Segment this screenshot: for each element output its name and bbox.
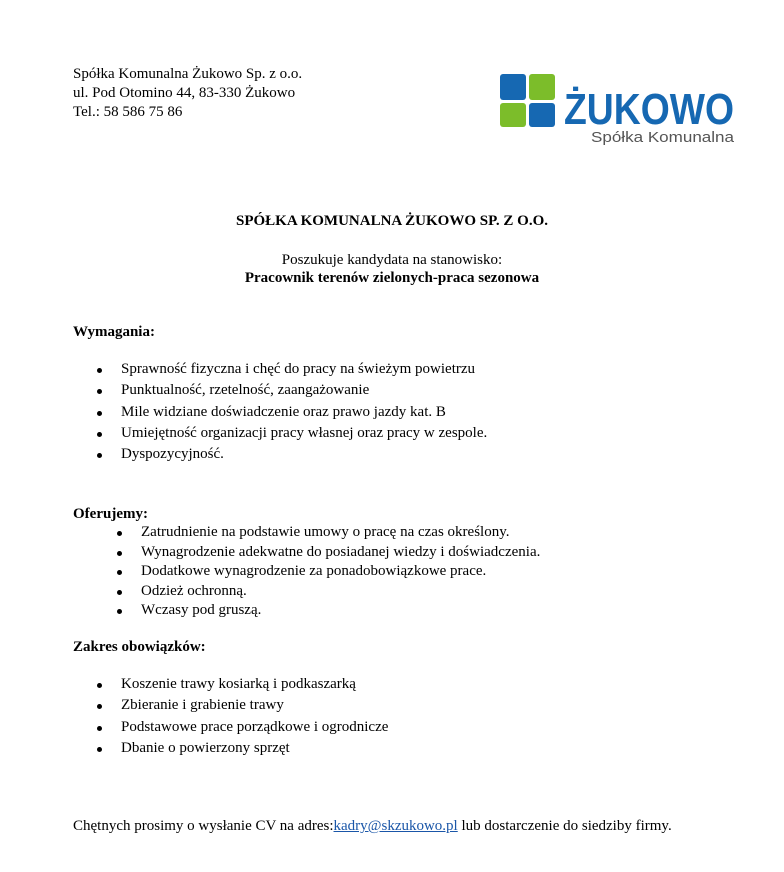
- list-item: Odzież ochronną.: [141, 582, 540, 602]
- list-item: Mile widziane doświadczenie oraz prawo jazdy kat. B: [121, 403, 487, 424]
- logo-tile-top-right: [529, 74, 555, 100]
- logo-tile-bottom-right: [529, 103, 555, 127]
- application-instructions: [73, 817, 672, 837]
- list-item: Sprawność fizyczna i chęć do pracy na świeżym powietrzu: [121, 360, 487, 381]
- zukowo-logo: [494, 64, 738, 152]
- logo-tile-top-left: [500, 74, 526, 100]
- company-address: [73, 65, 302, 122]
- list-item: Umiejętność organizacji pracy własnej oraz pracy w zespole.: [121, 424, 487, 445]
- address-line-street: ul. Pod Otomino 44, 83-330 Żukowo: [73, 85, 296, 101]
- logo-subtitle: Spółka Komunalna: [591, 129, 735, 146]
- list-item: Dodatkowe wynagrodzenie za ponadobowiązkowe prace.: [141, 562, 540, 582]
- requirements-heading: Wymagania:: [73, 324, 155, 340]
- position-name: Pracownik terenów zielonych-praca sezonowa: [244, 270, 540, 286]
- list-item: Zatrudnienie na podstawie umowy o pracę na czas określony.: [141, 523, 540, 543]
- logo-wordmark: ŻUKOWO: [564, 85, 734, 134]
- requirements-list: [121, 360, 487, 466]
- logo-tile-bottom-left: [500, 103, 526, 127]
- list-item: Dbanie o powierzony sprzęt: [121, 739, 388, 760]
- list-item: Podstawowe prace porządkowe i ogrodnicze: [121, 718, 388, 739]
- address-line-phone: Tel.: 58 586 75 86: [73, 104, 183, 120]
- zukowo-logo-graphic: [494, 64, 738, 152]
- footer-text-before: Chętnych prosimy o wysłanie CV na adres:: [73, 818, 334, 834]
- offer-heading: Oferujemy:: [73, 506, 148, 522]
- list-item: Punktualność, rzetelność, zaangażowanie: [121, 381, 487, 402]
- offer-list: [141, 523, 540, 621]
- list-item: Dyspozycyjność.: [121, 445, 487, 466]
- list-item: Wczasy pod gruszą.: [141, 601, 540, 621]
- address-line-company: Spółka Komunalna Żukowo Sp. z o.o.: [73, 66, 303, 82]
- list-item: Zbieranie i grabienie trawy: [121, 696, 388, 717]
- document-title: SPÓŁKA KOMUNALNA ŻUKOWO SP. Z O.O.: [236, 213, 548, 229]
- duties-list: [121, 675, 388, 760]
- duties-heading: Zakres obowiązków:: [73, 639, 206, 655]
- list-item: Wynagrodzenie adekwatne do posiadanej wiedzy i doświadczenia.: [141, 543, 540, 563]
- position-intro: Poszukuje kandydata na stanowisko:: [281, 252, 503, 268]
- email-link[interactable]: kadry@skzukowo.pl: [333, 818, 458, 834]
- footer-text-after: lub dostarczenie do siedziby firmy.: [457, 818, 672, 834]
- list-item: Koszenie trawy kosiarką i podkaszarką: [121, 675, 388, 696]
